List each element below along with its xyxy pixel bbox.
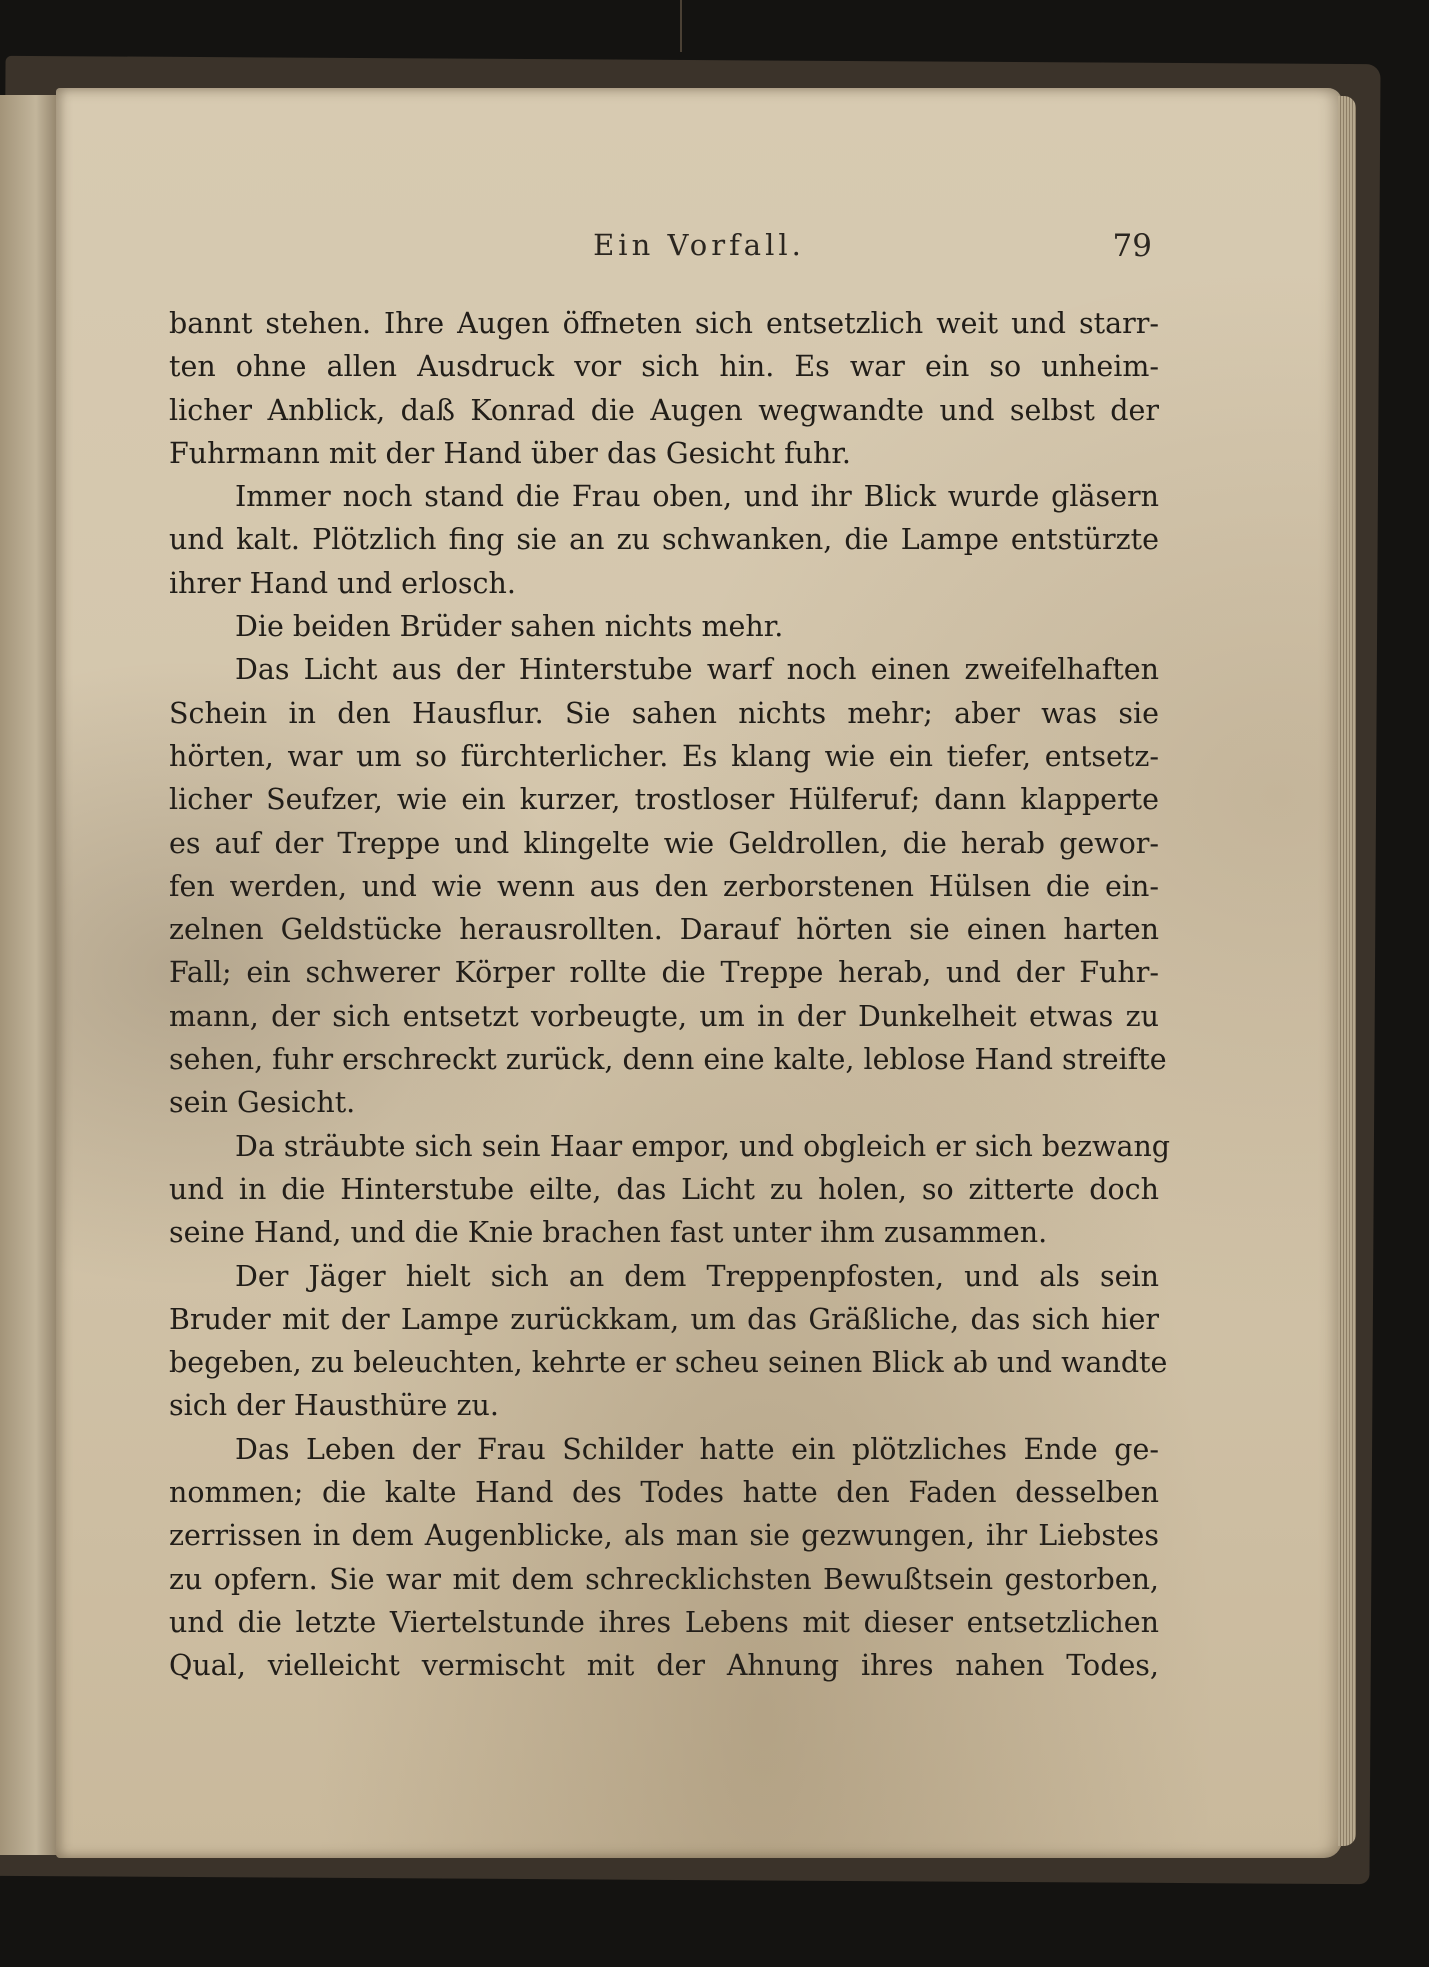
text-line: Die beiden Brüder sahen nichts mehr. (235, 610, 784, 644)
text-line: seine Hand, und die Knie brachen fast unter ihm zusammen. (169, 1216, 1048, 1250)
text-line: Schein in den Hausflur. Sie sahen nichts mehr; aber was sie (169, 696, 1159, 730)
text-line: Qual, vielleicht vermischt mit der Ahnung ihres nahen Todes, (169, 1649, 1159, 1683)
text-line: sehen, fuhr erschreckt zurück, denn eine kalte, leblose Hand streifte (169, 1043, 1167, 1077)
text-line: hörten, war um so fürchterlicher. Es klang wie ein tiefer, entsetz- (169, 739, 1159, 773)
page-number: 79 (1112, 228, 1152, 264)
text-line: und in die Hinterstube eilte, das Licht zu holen, so zitterte doch (169, 1172, 1159, 1206)
text-line: bannt stehen. Ihre Augen öffneten sich entsetzlich weit und starr- (169, 307, 1159, 340)
text-line: Fuhrmann mit der Hand über das Gesicht fuhr. (169, 436, 851, 470)
text-line: zerrissen in dem Augenblicke, als man sie gezwungen, ihr Liebstes (169, 1519, 1159, 1553)
text-line: Fall; ein schwerer Körper rollte die Treppe herab, und der Fuhr- (169, 956, 1159, 990)
text-line: es auf der Treppe und klingelte wie Geldrollen, die herab gewor- (169, 826, 1159, 860)
text-line: sein Gesicht. (169, 1086, 356, 1120)
text-line: Das Leben der Frau Schilder hatte ein plötzliches Ende ge- (235, 1432, 1159, 1466)
text-line: Da sträubte sich sein Haar empor, und obgleich er sich bezwang (235, 1129, 1171, 1163)
body-text (169, 302, 1171, 1688)
text-line: ihrer Hand und erlosch. (169, 566, 516, 600)
text-line: und kalt. Plötzlich fing sie an zu schwanken, die Lampe entstürzte (169, 523, 1159, 557)
text-line: Der Jäger hielt sich an dem Treppenpfosten, und als sein (235, 1259, 1159, 1293)
text-line: zelnen Geldstücke herausrollten. Darauf hörten sie einen harten (169, 913, 1159, 947)
page-stack-edge (1338, 96, 1356, 1846)
running-title: Ein Vorfall. (593, 228, 805, 262)
text-line: Bruder mit der Lampe zurückkam, um das Gräßliche, das sich hier (169, 1302, 1159, 1336)
text-line: Immer noch stand die Frau oben, und ihr Blick wurde gläsern (235, 480, 1159, 514)
facing-page-edge (0, 95, 62, 1855)
text-line: licher Anblick, daß Konrad die Augen wegwandte und selbst der (169, 393, 1159, 427)
book-page (56, 88, 1342, 1858)
text-line: licher Seufzer, wie ein kurzer, trostloser Hülferuf; dann klapperte (169, 783, 1159, 817)
text-line: Das Licht aus der Hinterstube warf noch einen zweifelhaften (235, 653, 1159, 687)
text-line: sich der Hausthüre zu. (169, 1389, 499, 1423)
text-line: und die letzte Viertelstunde ihres Lebens mit dieser entsetzlichen (169, 1605, 1159, 1639)
gutter-crease (680, 0, 682, 52)
text-line: fen werden, und wie wenn aus den zerborstenen Hülsen die ein- (169, 869, 1159, 903)
page-header (56, 228, 1342, 278)
text-line: nommen; die kalte Hand des Todes hatte den Faden desselben (169, 1476, 1159, 1510)
text-line: begeben, zu beleuchten, kehrte er scheu seinen Blick ab und wandte (169, 1346, 1168, 1380)
text-line: mann, der sich entsetzt vorbeugte, um in der Dunkelheit etwas zu (169, 999, 1159, 1033)
text-line: zu opfern. Sie war mit dem schrecklichsten Bewußtsein gestorben, (169, 1562, 1159, 1596)
text-line: ten ohne allen Ausdruck vor sich hin. Es war ein so unheim- (169, 350, 1159, 384)
